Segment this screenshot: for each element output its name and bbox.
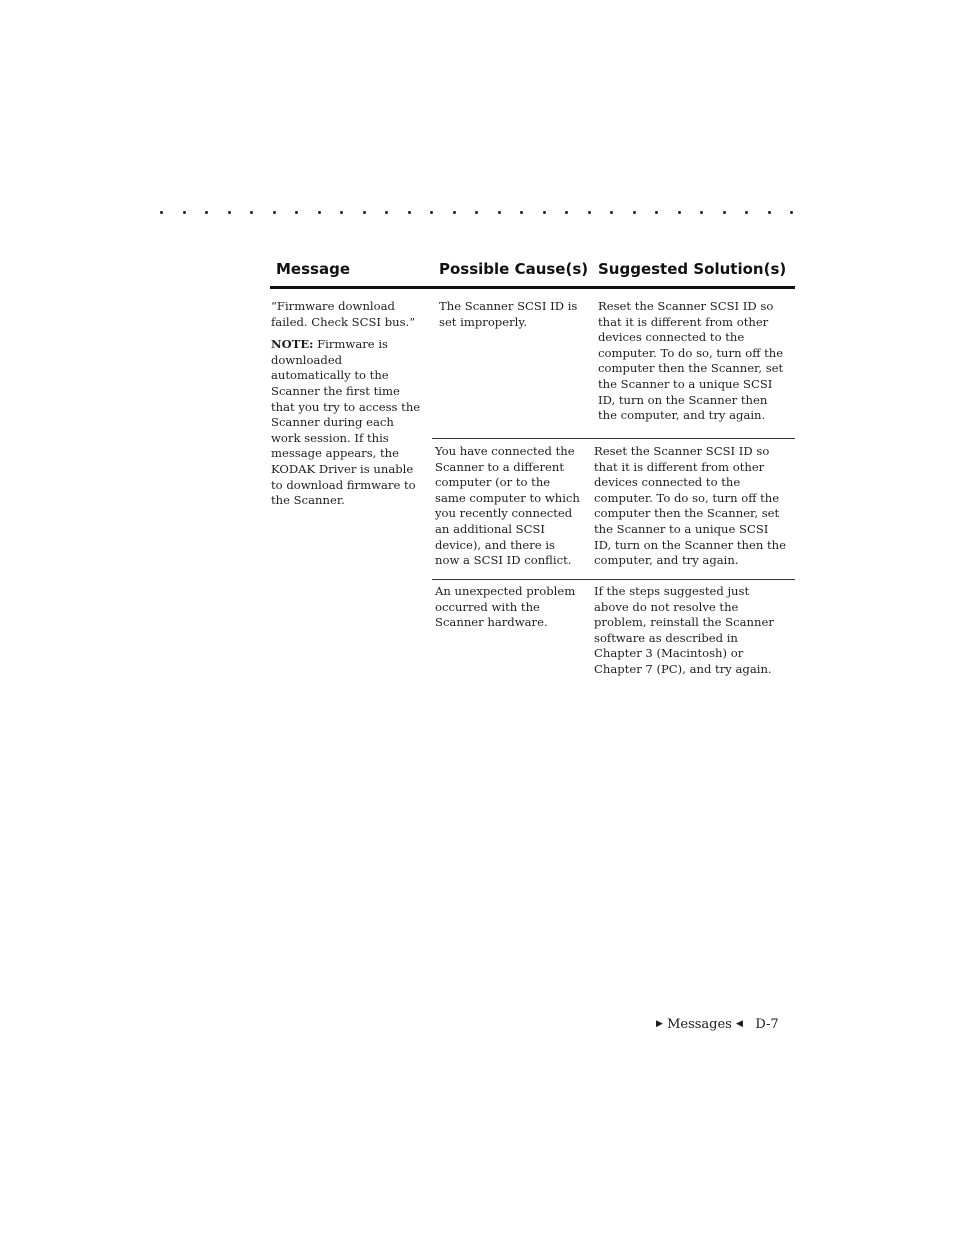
solution-cell-2: Reset the Scanner SCSI ID so that it is different from other devices connected to the computer. To do so, turn off the computer then the Scanner, set the Scanner to a unique SCSI ID, turn on the Scanner then the computer, and try again. xyxy=(594,444,786,568)
dot xyxy=(318,211,321,214)
dot xyxy=(790,211,793,214)
footer-section: Messages xyxy=(667,1017,732,1032)
dot xyxy=(430,211,433,214)
note-text: Firmware is downloaded automatically to the Scanner the first time that you try to access the Scanner during each work session. If this message appears, the KODAK Driver is unable to download firmware to the Scanner. xyxy=(271,337,421,508)
row-divider-1 xyxy=(432,438,795,439)
dot xyxy=(723,211,726,214)
triangle-right-icon: ▶ xyxy=(656,1019,663,1029)
dot xyxy=(520,211,523,214)
dot xyxy=(700,211,703,214)
cause-cell-1: The Scanner SCSI ID is set improperly. xyxy=(439,299,578,329)
dot xyxy=(475,211,478,214)
dot xyxy=(295,211,298,214)
column-header-suggested-solutions: Suggested Solution(s) xyxy=(598,260,787,278)
cause-cell-2: You have connected the Scanner to a different computer (or to the same computer to which you recently connected an additional SCSI device), and there is now a SCSI ID conflict. xyxy=(435,444,580,568)
dot xyxy=(205,211,208,214)
dot xyxy=(633,211,636,214)
cause-cell-3: An unexpected problem occurred with the Scanner hardware. xyxy=(435,584,576,630)
dot xyxy=(453,211,456,214)
solution-cell-1: Reset the Scanner SCSI ID so that it is different from other devices connected to the computer. To do so, turn off the computer then the Scanner, set the Scanner to a unique SCSI ID, turn on the Scanner then the computer, and try again. xyxy=(598,299,784,423)
dot xyxy=(565,211,568,214)
dot xyxy=(160,211,163,214)
header-rule xyxy=(270,286,795,289)
note-label: NOTE: xyxy=(271,337,314,352)
dot xyxy=(745,211,748,214)
page-number: D-7 xyxy=(755,1017,779,1032)
column-header-message: Message xyxy=(276,260,350,278)
dot xyxy=(655,211,658,214)
dot xyxy=(228,211,231,214)
dot xyxy=(183,211,186,214)
dot xyxy=(250,211,253,214)
dot xyxy=(498,211,501,214)
triangle-left-icon: ◀ xyxy=(736,1019,743,1029)
dot xyxy=(768,211,771,214)
dot xyxy=(273,211,276,214)
column-header-possible-causes: Possible Cause(s) xyxy=(439,260,589,278)
row-divider-2 xyxy=(432,579,795,580)
page-footer xyxy=(656,1017,779,1032)
dot xyxy=(340,211,343,214)
dot xyxy=(678,211,681,214)
dot xyxy=(363,211,366,214)
message-note xyxy=(271,337,423,509)
dot xyxy=(408,211,411,214)
dot xyxy=(610,211,613,214)
dot xyxy=(385,211,388,214)
decorative-dot-leader xyxy=(160,205,800,219)
solution-cell-3: If the steps suggested just above do not resolve the problem, reinstall the Scanner software as described in Chapter 3 (Macintosh) or Chapter 7 (PC), and try again. xyxy=(594,584,774,676)
message-cell xyxy=(271,299,423,509)
dot xyxy=(588,211,591,214)
dot xyxy=(543,211,546,214)
message-text: “Firmware download failed. Check SCSI bus.” xyxy=(271,299,416,329)
